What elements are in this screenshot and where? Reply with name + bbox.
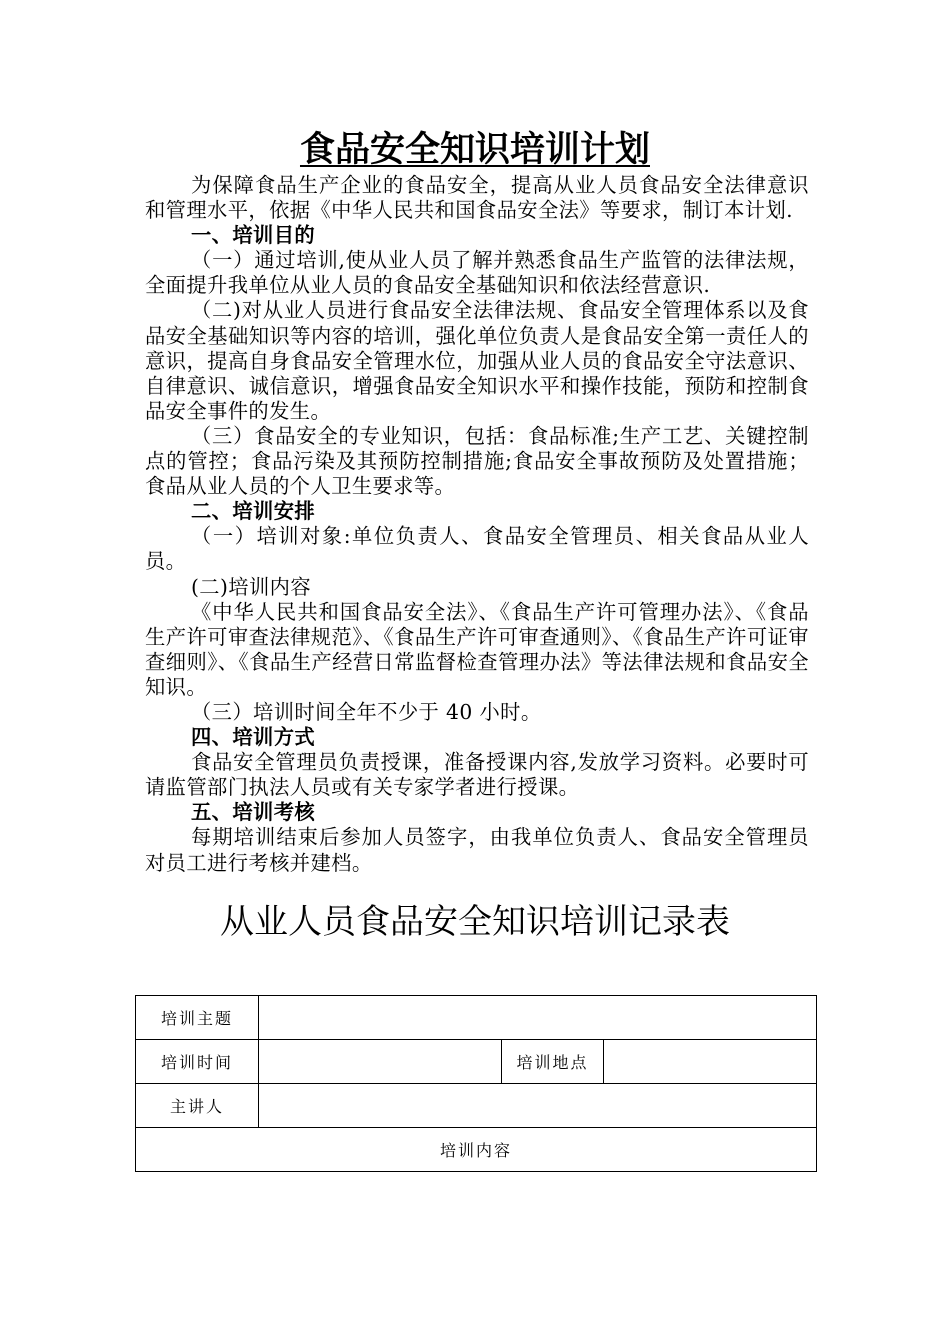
arrangement-item-2-content: 《中华人民共和国食品安全法》、《食品生产许可管理办法》、《食品生产许可审查法律规范》、《食品生产许可审查通则》、《食品生产许可证审查细则》、《食品生产经营日常监督检查管理办法》等法律法规和食品安全知识。	[145, 599, 809, 699]
time-value-cell[interactable]	[259, 1040, 502, 1084]
purpose-item-2: （二)对从业人员进行食品安全法律法规、食品安全管理体系以及食品安全基础知识等内容的培训，强化单位负责人是食品安全第一责任人的意识，提高自身食品安全管理水位，加强从业人员的食品安全守法意识、自律意识、诚信意识，增强食品安全知识水平和操作技能，预防和控制食品安全事件的发生。	[145, 298, 809, 423]
table-row	[136, 1128, 817, 1172]
section-heading-arrangement: 二、培训安排	[191, 499, 316, 524]
table-row	[136, 1084, 817, 1128]
speaker-value-cell[interactable]	[259, 1084, 817, 1128]
section-heading-assessment: 五、培训考核	[191, 800, 316, 825]
topic-value-cell[interactable]	[259, 996, 817, 1040]
arrangement-item-3: （三）培训时间全年不少于 40 小时。	[191, 699, 542, 724]
plan-body	[145, 173, 809, 876]
table-row	[136, 1040, 817, 1084]
training-record-table	[135, 995, 817, 1172]
topic-label: 培训主题	[136, 996, 259, 1040]
method-paragraph: 食品安全管理员负责授课，准备授课内容,发放学习资料。必要时可请监管部门执法人员或有关专家学者进行授课。	[145, 750, 809, 800]
content-label: 培训内容	[136, 1128, 817, 1172]
arrangement-item-1: （一）培训对象:单位负责人、食品安全管理员、相关食品从业人员。	[145, 524, 809, 574]
arrangement-item-2: (二)培训内容	[191, 574, 312, 599]
purpose-item-3: （三）食品安全的专业知识，包括：食品标准;生产工艺、关键控制点的管控；食品污染及其预防控制措施;食品安全事故预防及处置措施；食品从业人员的个人卫生要求等。	[145, 423, 809, 499]
intro-paragraph: 为保障食品生产企业的食品安全，提高从业人员食品安全法律意识和管理水平，依据《中华人民共和国食品安全法》等要求，制订本计划.	[145, 173, 809, 223]
time-label: 培训时间	[136, 1040, 259, 1084]
record-table-title: 从业人员食品安全知识培训记录表	[220, 902, 730, 942]
page-title: 食品安全知识培训计划	[299, 130, 650, 170]
assessment-paragraph: 每期培训结束后参加人员签字，由我单位负责人、食品安全管理员对员工进行考核并建档。	[145, 825, 809, 875]
place-label: 培训地点	[502, 1040, 604, 1084]
table-row	[136, 996, 817, 1040]
purpose-item-1: （一）通过培训,使从业人员了解并熟悉食品生产监管的法律法规，全面提升我单位从业人员的食品安全基础知识和依法经营意识.	[145, 248, 809, 298]
section-heading-method: 四、培训方式	[191, 725, 316, 750]
section-heading-purpose: 一、培训目的	[191, 223, 316, 248]
speaker-label: 主讲人	[136, 1084, 259, 1128]
place-value-cell[interactable]	[604, 1040, 817, 1084]
